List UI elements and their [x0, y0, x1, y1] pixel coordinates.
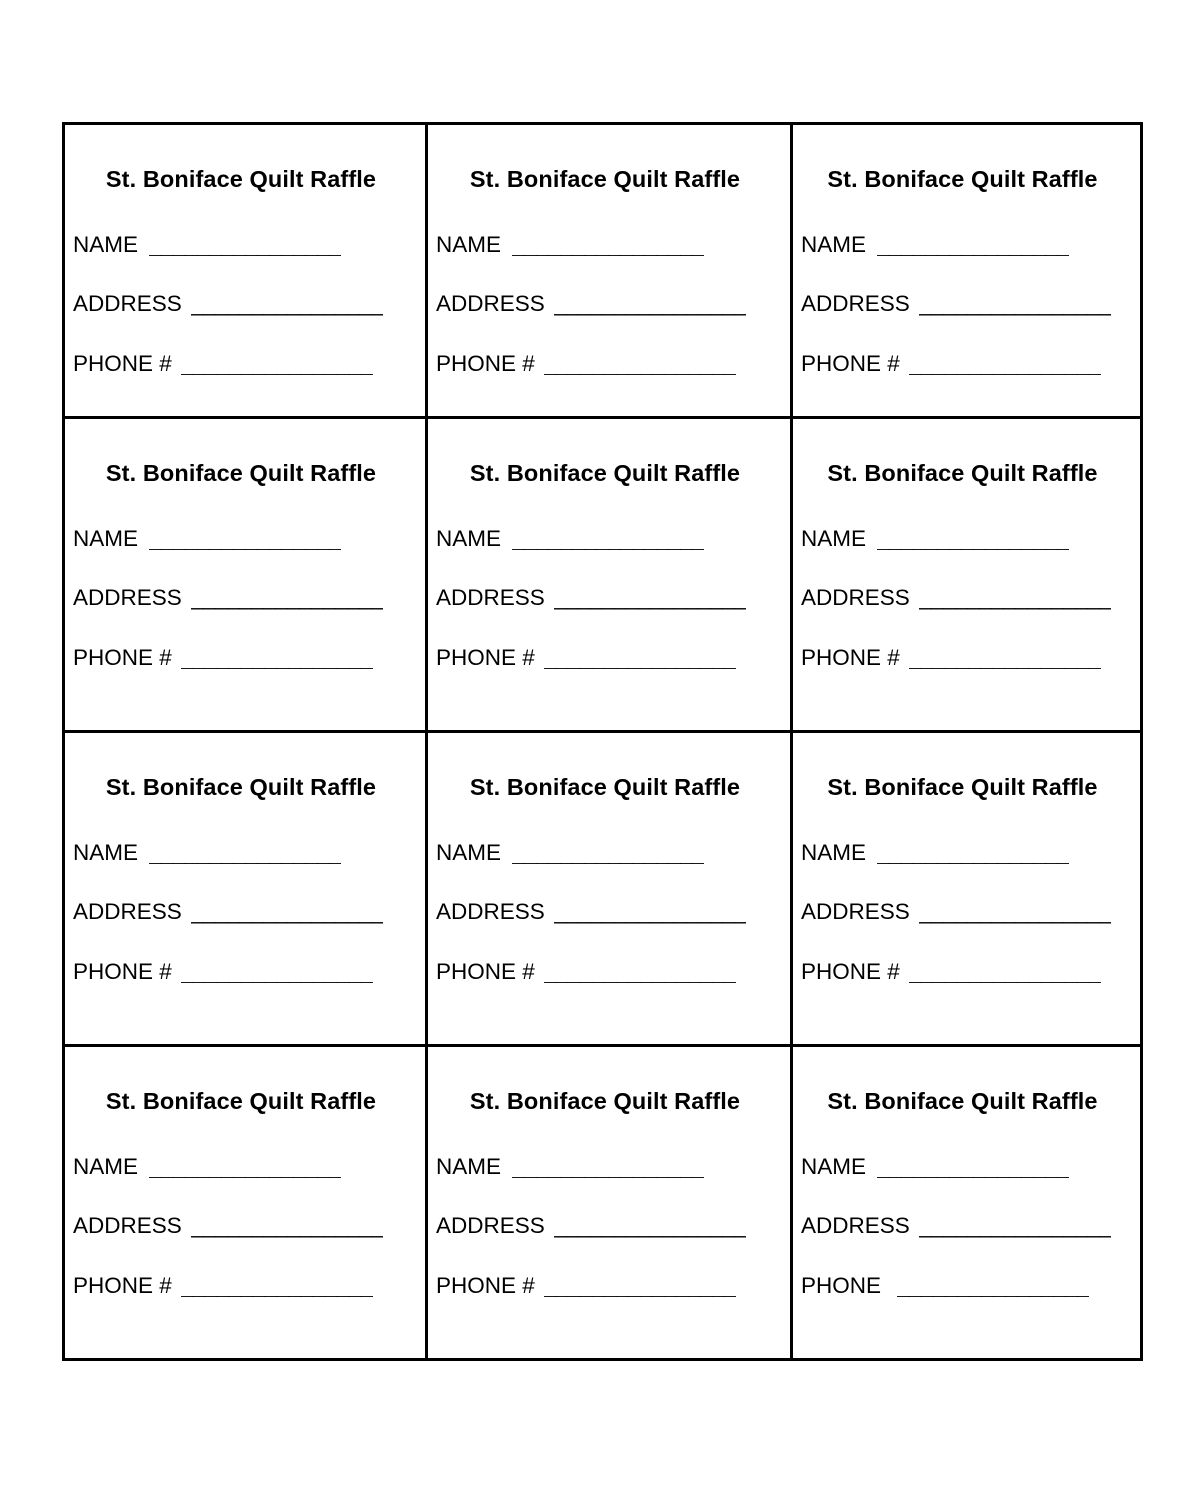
ticket-fields [434, 231, 776, 376]
field-write-line[interactable]: ________________ [553, 1215, 746, 1238]
field-phone[interactable] [73, 958, 411, 984]
field-write-line[interactable]: ________________ [908, 646, 1101, 670]
ticket-cell[interactable] [64, 1046, 427, 1360]
ticket-title: St. Boniface Quilt Raffle [105, 166, 377, 192]
field-name[interactable] [801, 839, 1126, 865]
ticket-fields [71, 231, 411, 376]
field-write-line[interactable]: ________________ [877, 841, 1070, 865]
raffle-ticket [428, 125, 790, 416]
field-label: ADDRESS [73, 899, 182, 925]
field-write-line[interactable]: ________________ [512, 841, 705, 865]
field-write-line[interactable]: ________________ [918, 293, 1111, 316]
field-address[interactable] [73, 901, 411, 924]
ticket-fields [434, 525, 776, 670]
field-label: NAME [801, 839, 867, 865]
field-write-line[interactable]: ________________ [877, 1155, 1070, 1179]
raffle-ticket [65, 1047, 425, 1358]
field-phone[interactable] [801, 958, 1126, 984]
field-write-line[interactable]: ________________ [543, 352, 736, 376]
field-address[interactable] [801, 293, 1126, 316]
field-address[interactable] [73, 1215, 411, 1238]
field-write-line[interactable]: ________________ [877, 233, 1070, 257]
field-label: NAME [436, 525, 502, 551]
field-address[interactable] [436, 587, 776, 610]
field-label: NAME [436, 231, 502, 257]
field-label: ADDRESS [801, 899, 910, 925]
raffle-ticket [793, 125, 1140, 416]
ticket-title: St. Boniface Quilt Raffle [827, 774, 1098, 800]
ticket-cell[interactable] [427, 124, 792, 418]
field-label: PHONE # [436, 1272, 535, 1298]
ticket-title: St. Boniface Quilt Raffle [469, 166, 741, 192]
field-name[interactable] [801, 525, 1126, 551]
field-address[interactable] [436, 293, 776, 316]
ticket-title: St. Boniface Quilt Raffle [105, 774, 377, 800]
field-write-line[interactable]: ________________ [553, 901, 746, 924]
ticket-cell[interactable] [792, 418, 1142, 732]
field-label: PHONE # [73, 644, 172, 670]
field-address[interactable] [73, 587, 411, 610]
ticket-fields [71, 525, 411, 670]
ticket-title: St. Boniface Quilt Raffle [827, 460, 1098, 486]
field-name[interactable] [73, 1153, 411, 1179]
field-phone[interactable] [436, 958, 776, 984]
field-name[interactable] [73, 525, 411, 551]
ticket-cell[interactable] [64, 732, 427, 1046]
raffle-ticket [793, 1047, 1140, 1358]
field-address[interactable] [801, 1215, 1126, 1238]
field-name[interactable] [436, 525, 776, 551]
field-phone[interactable] [801, 350, 1126, 376]
raffle-ticket [793, 733, 1140, 1044]
field-write-line[interactable]: ________________ [897, 1274, 1090, 1298]
ticket-cell[interactable] [427, 732, 792, 1046]
ticket-fields [434, 839, 776, 984]
field-write-line[interactable]: ________________ [180, 352, 373, 376]
ticket-row [64, 124, 1142, 418]
raffle-ticket [65, 125, 425, 416]
ticket-cell[interactable] [64, 418, 427, 732]
ticket-title: St. Boniface Quilt Raffle [827, 1088, 1098, 1114]
field-write-line[interactable]: ________________ [190, 587, 383, 610]
field-address[interactable] [801, 901, 1126, 924]
field-label: ADDRESS [73, 291, 182, 317]
ticket-title: St. Boniface Quilt Raffle [469, 1088, 741, 1114]
field-write-line[interactable]: ________________ [180, 1274, 373, 1298]
ticket-cell[interactable] [792, 1046, 1142, 1360]
field-write-line[interactable]: ________________ [149, 233, 342, 257]
field-label: ADDRESS [436, 291, 545, 317]
field-address[interactable] [436, 1215, 776, 1238]
field-write-line[interactable]: ________________ [149, 841, 342, 865]
field-write-line[interactable]: ________________ [180, 646, 373, 670]
field-write-line[interactable]: ________________ [543, 960, 736, 984]
raffle-ticket [428, 1047, 790, 1358]
field-write-line[interactable]: ________________ [908, 352, 1101, 376]
ticket-fields [71, 839, 411, 984]
ticket-fields [71, 1153, 411, 1298]
ticket-fields [434, 1153, 776, 1298]
field-label: PHONE # [801, 644, 900, 670]
field-write-line[interactable]: ________________ [908, 960, 1101, 984]
field-label: PHONE # [436, 350, 535, 376]
field-name[interactable] [73, 231, 411, 257]
field-write-line[interactable]: ________________ [149, 527, 342, 551]
field-label: ADDRESS [73, 1213, 182, 1239]
field-write-line[interactable]: ________________ [149, 1155, 342, 1179]
field-label: NAME [73, 839, 139, 865]
field-label: ADDRESS [801, 1213, 910, 1239]
field-write-line[interactable]: ________________ [512, 1155, 705, 1179]
field-label: NAME [801, 1153, 867, 1179]
raffle-ticket [428, 733, 790, 1044]
raffle-ticket [65, 733, 425, 1044]
field-write-line[interactable]: ________________ [553, 293, 746, 316]
ticket-title: St. Boniface Quilt Raffle [105, 1088, 377, 1114]
field-address[interactable] [801, 587, 1126, 610]
ticket-row [64, 732, 1142, 1046]
field-label: PHONE # [73, 958, 172, 984]
field-label: PHONE # [801, 958, 900, 984]
ticket-title: St. Boniface Quilt Raffle [469, 460, 741, 486]
field-label: PHONE # [436, 644, 535, 670]
field-label: PHONE [801, 1272, 882, 1298]
field-write-line[interactable]: ________________ [918, 587, 1111, 610]
field-label: NAME [436, 1153, 502, 1179]
field-label: PHONE # [801, 350, 900, 376]
field-phone[interactable] [436, 1272, 776, 1298]
field-label: PHONE # [73, 350, 172, 376]
field-label: NAME [73, 525, 139, 551]
field-name[interactable] [436, 839, 776, 865]
ticket-title: St. Boniface Quilt Raffle [105, 460, 377, 486]
field-name[interactable] [73, 839, 411, 865]
ticket-fields [799, 839, 1126, 984]
field-name[interactable] [801, 231, 1126, 257]
field-address[interactable] [73, 293, 411, 316]
field-label: NAME [801, 525, 867, 551]
ticket-title: St. Boniface Quilt Raffle [469, 774, 741, 800]
field-write-line[interactable]: ________________ [918, 901, 1111, 924]
field-label: NAME [436, 839, 502, 865]
ticket-fields [799, 525, 1126, 670]
field-label: NAME [73, 231, 139, 257]
raffle-ticket [428, 419, 790, 730]
raffle-ticket [793, 419, 1140, 730]
field-write-line[interactable]: ________________ [190, 901, 383, 924]
field-write-line[interactable]: ________________ [512, 233, 705, 257]
ticket-cell[interactable] [64, 124, 427, 418]
field-write-line[interactable]: ________________ [553, 587, 746, 610]
field-phone[interactable] [801, 1272, 1126, 1298]
field-phone[interactable] [801, 644, 1126, 670]
field-name[interactable] [436, 231, 776, 257]
field-phone[interactable] [436, 644, 776, 670]
field-label: ADDRESS [436, 899, 545, 925]
field-name[interactable] [436, 1153, 776, 1179]
ticket-fields [799, 231, 1126, 376]
field-label: ADDRESS [436, 1213, 545, 1239]
ticket-row [64, 418, 1142, 732]
field-phone[interactable] [436, 350, 776, 376]
field-phone[interactable] [73, 350, 411, 376]
field-write-line[interactable]: ________________ [918, 1215, 1111, 1238]
field-write-line[interactable]: ________________ [877, 527, 1070, 551]
ticket-fields [799, 1153, 1126, 1298]
ticket-row [64, 1046, 1142, 1360]
ticket-title: St. Boniface Quilt Raffle [827, 166, 1098, 192]
field-label: PHONE # [73, 1272, 172, 1298]
field-label: ADDRESS [436, 585, 545, 611]
field-write-line[interactable]: ________________ [190, 1215, 383, 1238]
field-label: NAME [73, 1153, 139, 1179]
field-phone[interactable] [73, 644, 411, 670]
field-write-line[interactable]: ________________ [190, 293, 383, 316]
ticket-cell[interactable] [427, 1046, 792, 1360]
ticket-cell[interactable] [792, 732, 1142, 1046]
field-write-line[interactable]: ________________ [543, 1274, 736, 1298]
field-label: NAME [801, 231, 867, 257]
field-name[interactable] [801, 1153, 1126, 1179]
field-write-line[interactable]: ________________ [512, 527, 705, 551]
field-label: ADDRESS [801, 291, 910, 317]
ticket-cell[interactable] [427, 418, 792, 732]
field-phone[interactable] [73, 1272, 411, 1298]
raffle-ticket [65, 419, 425, 730]
ticket-cell[interactable] [792, 124, 1142, 418]
field-write-line[interactable]: ________________ [543, 646, 736, 670]
raffle-ticket-grid [62, 122, 1143, 1361]
field-write-line[interactable]: ________________ [180, 960, 373, 984]
field-label: ADDRESS [73, 585, 182, 611]
field-label: ADDRESS [801, 585, 910, 611]
field-address[interactable] [436, 901, 776, 924]
field-label: PHONE # [436, 958, 535, 984]
